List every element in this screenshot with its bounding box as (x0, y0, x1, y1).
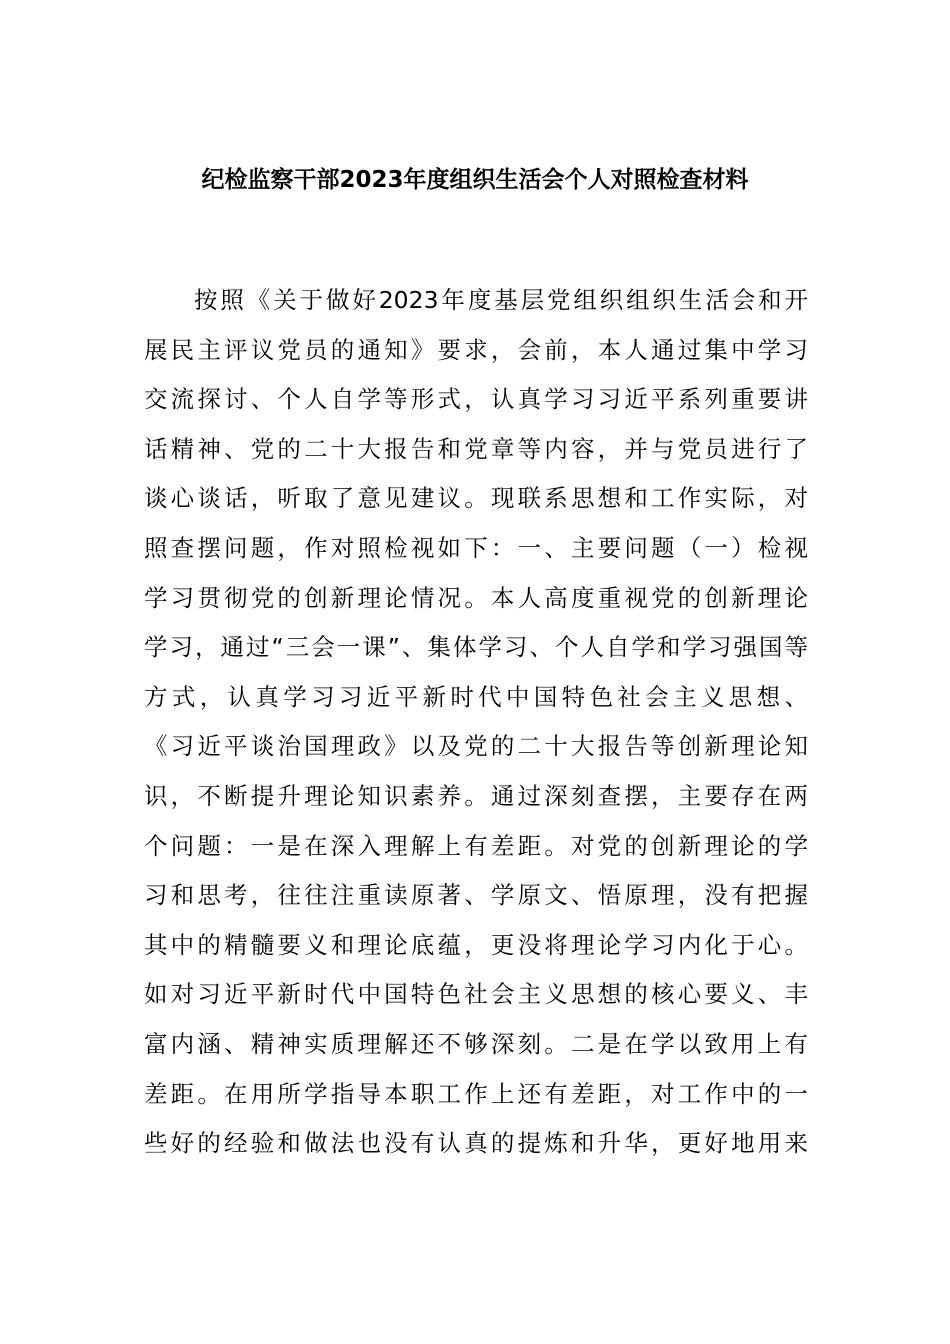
document-title: 纪检监察干部2023年度组织生活会个人对照检查材料 (201, 167, 749, 193)
body-line: 其中的精髓要义和理论底蕴，更没将理论学习内化于心。 (144, 930, 808, 959)
body-line: 话精神、党的二十大报告和党章等内容，并与党员进行了 (144, 434, 808, 463)
body-line: 如对习近平新时代中国特色社会主义思想的核心要义、丰 (144, 980, 808, 1009)
body-line: 照查摆问题，作对照检视如下：一、主要问题（一）检视 (144, 533, 808, 562)
body-line: 谈心谈话，听取了意见建议。现联系思想和工作实际，对 (144, 484, 808, 513)
body-line: 学习贯彻党的创新理论情况。本人高度重视党的创新理论 (144, 583, 808, 612)
body-line: 《习近平谈治国理政》以及党的二十大报告等创新理论知 (144, 732, 808, 761)
document-body (144, 276, 808, 1169)
body-line: 习和思考，往往注重读原著、学原文、悟原理，没有把握 (144, 881, 808, 910)
body-line: 展民主评议党员的通知》要求，会前，本人通过集中学习 (144, 335, 808, 364)
body-line: 交流探讨、个人自学等形式，认真学习习近平系列重要讲 (144, 385, 808, 414)
body-line: 识，不断提升理论知识素养。通过深刻查摆，主要存在两 (144, 781, 808, 810)
body-line: 些好的经验和做法也没有认真的提炼和升华，更好地用来 (144, 1129, 808, 1158)
body-line: 个问题：一是在深入理解上有差距。对党的创新理论的学 (144, 831, 808, 860)
body-line: 按照《关于做好2023年度基层党组织组织生活会和开 (194, 286, 808, 314)
body-line: 富内涵、精神实质理解还不够深刻。二是在学以致用上有 (144, 1029, 808, 1058)
body-line: 学习，通过“三会一课”、集体学习、个人自学和学习强国等 (144, 633, 808, 662)
body-line: 方式，认真学习习近平新时代中国特色社会主义思想、 (144, 682, 808, 711)
body-line: 差距。在用所学指导本职工作上还有差距，对工作中的一 (144, 1079, 808, 1108)
